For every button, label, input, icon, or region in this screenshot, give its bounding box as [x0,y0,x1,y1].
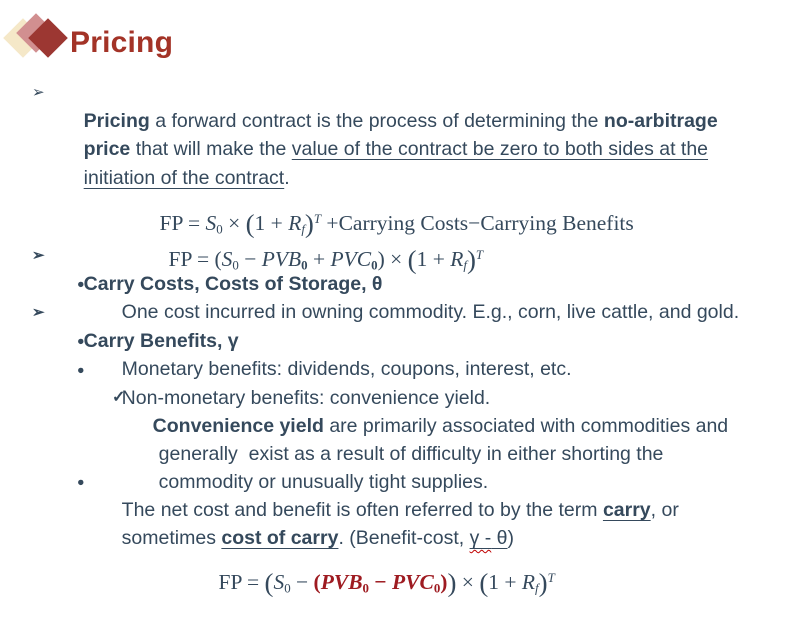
formula-token: T [547,571,555,585]
intro-line-1 [32,79,718,132]
formula-token: f [301,222,305,237]
arrow-bullet-icon: ➢ [32,304,45,321]
formula-token: 1 + [254,211,289,236]
formula-token: 0 [216,222,223,237]
text-segment: Carry Benefits, γ [83,330,239,352]
arrow-bullet-icon: ➢ [32,84,45,101]
text-segment: that will make the [130,138,292,160]
text-segment: a forward contract is the process of determining the [149,110,604,132]
formula-token: + [307,247,331,272]
disc-bullet-icon: ● [77,277,85,291]
formula-token: f [535,581,539,596]
text-segment: Carry Costs, Costs of Storage, θ [83,273,383,295]
formula-token: Carrying Benefits [480,211,634,236]
formula-token: × [456,570,480,595]
formula-token: T [313,212,322,226]
text-segment: value of the contract be zero to both sides at the [291,138,709,160]
formula-token: ) [538,567,548,598]
convenience-yield-line-3 [137,440,489,493]
slide-title: Pricing [70,26,174,59]
formula-token: ( [313,570,321,595]
text-segment: The net cost and benefit is often referred to by the term [121,499,603,521]
formula-token: PVB [261,247,302,272]
formula-token: − [468,211,481,236]
formula-token: S [205,211,217,236]
formula-token: 0 [284,581,291,596]
text-segment: Convenience yield [152,415,324,437]
convenience-yield-line-1 [112,384,729,437]
formula-token: 1 + [416,247,451,272]
text-segment: commodity or unusually tight supplies. [158,471,489,493]
text-segment: . [284,167,290,189]
formula-token: ) [440,570,448,595]
text-segment: carry [602,499,651,521]
net-cost-line-1 [77,468,679,521]
formula-token: − [290,570,314,595]
formula-token: PVB [320,570,363,595]
text-segment: , or [650,499,679,521]
formula-token: S [221,247,233,272]
formula-token: ( [407,244,417,275]
formula-token: − [369,570,393,595]
net-cost-line-2 [100,496,515,549]
carry-benefits-heading [32,299,239,352]
formula-token: ) [304,208,314,239]
carry-costs-heading [32,242,383,295]
text-segment: initiation of the contract [83,167,285,189]
text-segment: θ [491,527,508,549]
formula-token: Carrying Costs [338,211,469,236]
text-segment: sometimes [121,527,222,549]
text-segment: cost of carry [221,527,339,549]
formula-token: PVC [330,247,372,272]
formula-token: T [475,248,484,262]
formula-fp-pvb-pvc [147,201,484,275]
formula-token: 0 [371,258,378,273]
formula-token: FP = [218,570,265,595]
formula-token: PVC [392,570,434,595]
arrow-bullet-icon: ➢ [32,247,45,264]
text-segment: γ - [469,527,492,549]
formula-token: ) [447,567,457,598]
text-segment: ) [507,527,515,549]
text-segment: no-arbitrage [603,110,718,132]
disc-bullet-icon: ● [77,363,85,377]
text-segment: Pricing [83,110,150,132]
text-segment: Monetary benefits: dividends, coupons, interest, etc. [121,358,572,380]
formula-token: ( [479,567,489,598]
intro-line-2 [62,107,709,160]
formula-token: 0 [362,581,369,596]
disc-bullet-icon: ● [77,334,85,348]
formula-token: S [273,570,285,595]
text-segment: are primarily associated with commodities and [323,415,729,437]
formula-token: × [222,211,246,236]
convenience-yield-line-2 [137,412,664,465]
formula-token: 0 [301,258,308,273]
formula-token: R [450,247,464,272]
formula-fp-net-carry [197,524,555,598]
check-bullet-icon: ✓ [112,389,126,406]
formula-token: ( [264,567,274,598]
formula-token: FP = ( [168,247,222,272]
carry-costs-item [77,270,740,323]
text-segment: One cost incurred in owning commodity. E.g., corn, live cattle, and gold. [121,301,740,323]
formula-token: ) × [377,247,408,272]
text-segment: . (Benefit-cost, [338,527,470,549]
nonmonetary-benefits-item [77,356,491,409]
disc-bullet-icon: ● [77,475,85,489]
intro-line-3 [62,136,290,189]
formula-fp-carry [138,165,634,239]
formula-token: 1 + [488,570,522,595]
formula-token: ( [245,208,255,239]
formula-token: f [463,258,467,273]
formula-token: 0 [232,258,239,273]
formula-token: − [238,247,262,272]
formula-token: R [288,211,302,236]
formula-token: + [321,211,339,236]
formula-token: R [521,570,536,595]
text-segment: price [83,138,131,160]
formula-token: FP = [159,211,206,236]
formula-token: ) [466,244,476,275]
formula-token: 0 [433,581,441,596]
text-segment: generally exist as a result of difficulty in either shorting the [158,443,664,465]
monetary-benefits-item [77,327,572,380]
text-segment: Non-monetary benefits: convenience yield. [121,387,491,409]
